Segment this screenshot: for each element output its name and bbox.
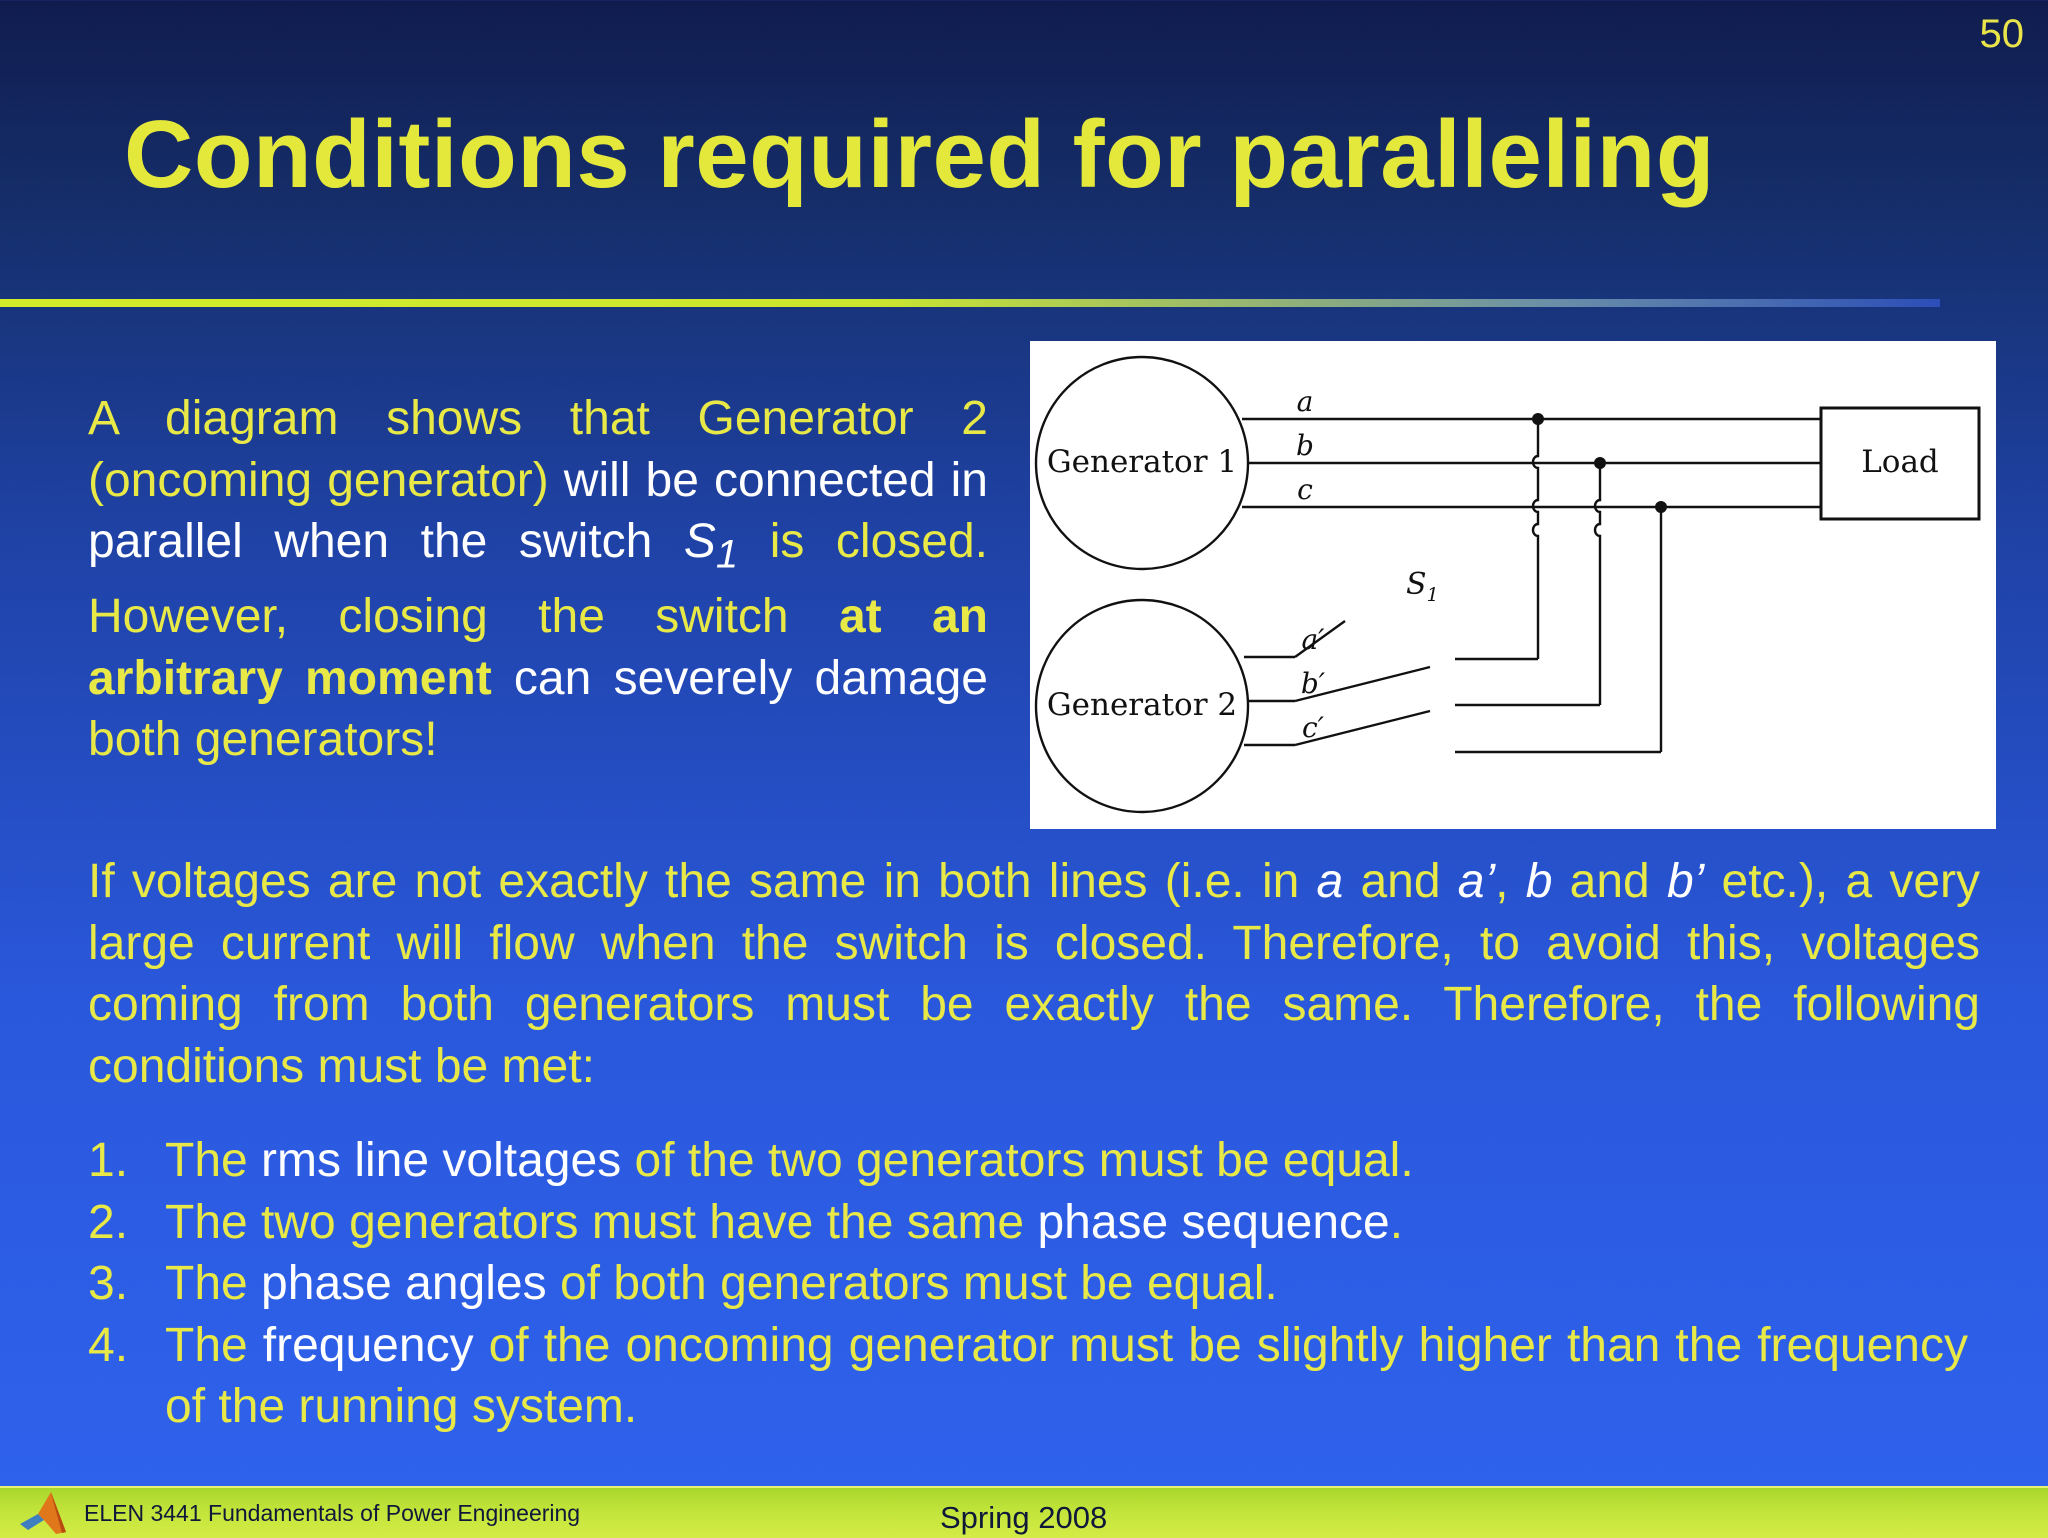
paragraph-text: , (1495, 855, 1526, 908)
intro-text: both generators! (88, 713, 438, 767)
condition-segment: The (165, 1134, 262, 1187)
phase-variable: a’ (1457, 855, 1496, 908)
condition-segment: The (165, 1318, 263, 1372)
line-label-a: a (1296, 385, 1314, 418)
condition-segment: The (165, 1257, 262, 1310)
junction-dot-b (1594, 457, 1606, 469)
condition-segment: of the oncoming generator must be slightly higher than the frequency of the running system. (165, 1318, 1968, 1433)
slide-title: Conditions required for paralleling (124, 101, 1715, 208)
intro-text: A diagram shows that Generator 2 (oncoming generator) (88, 392, 988, 507)
conditions-list (88, 1130, 1968, 1438)
condition-segment: of the two generators must be equal. (621, 1134, 1414, 1187)
condition-key-term: frequency (262, 1318, 474, 1372)
oncoming-line-label-b: b′ (1300, 667, 1326, 700)
condition-segment: The two generators must have the same (165, 1195, 1038, 1249)
switch-label-subscript: 1 (1426, 584, 1439, 606)
intro-text: is closed. However, closing the switch (88, 515, 989, 644)
intro-paragraph (88, 388, 988, 771)
condition-text (165, 1253, 1968, 1315)
generator-2-label: Generator 2 (1046, 687, 1238, 723)
oncoming-line-label-a: a′ (1301, 623, 1325, 656)
condition-item (88, 1315, 1968, 1438)
condition-text (165, 1130, 1968, 1192)
matlab-logo-icon (18, 1490, 70, 1536)
generator-1-label: Generator 1 (1046, 444, 1238, 480)
paragraph-text: If voltages are not exactly the same in both lines (i.e. in (88, 855, 1317, 908)
title-underline (0, 299, 1940, 307)
switch-symbol-subscript: 1 (715, 532, 739, 577)
line-label-c: c (1297, 473, 1313, 506)
line-label-b: b (1296, 429, 1314, 462)
paragraph-text: etc.), a very large current will flow when the switch is closed. Therefore, to avoid this, voltages coming from both generators must be exactly the same. Therefore, the following conditions must be met: (88, 855, 1981, 1093)
condition-number: 3. (88, 1257, 129, 1310)
junction-dot-a (1532, 413, 1544, 425)
condition-segment: . (1389, 1195, 1404, 1249)
intro-text: will be connected in parallel when the switch (88, 453, 988, 568)
junction-dot-c (1655, 501, 1667, 513)
page-number: 50 (1979, 12, 2024, 56)
condition-text (165, 1315, 1968, 1438)
switch-label-text: S (1406, 567, 1427, 602)
condition-number: 1. (88, 1134, 129, 1187)
footer-bar (0, 1486, 2048, 1538)
intro-emphasis: at an arbitrary moment (88, 590, 989, 705)
phase-variable: a (1316, 855, 1344, 908)
oncoming-line-label-c: c′ (1301, 711, 1325, 744)
paralleling-diagram (1030, 341, 1996, 829)
condition-segment: of both generators must be equal. (546, 1257, 1278, 1310)
diagram-svg (1030, 341, 1996, 829)
footer-course: ELEN 3441 Fundamentals of Power Engineering (84, 1500, 581, 1526)
intro-text: can severely damage (491, 651, 988, 705)
condition-item (88, 1192, 1968, 1254)
condition-key-term: phase sequence (1037, 1195, 1390, 1249)
paragraph-text: and (1552, 855, 1667, 908)
condition-item (88, 1130, 1968, 1192)
phase-variable: b’ (1666, 855, 1705, 908)
condition-key-term: rms line voltages (261, 1134, 622, 1187)
condition-item (88, 1253, 1968, 1315)
paragraph-text: and (1343, 855, 1458, 908)
condition-number: 2. (88, 1195, 129, 1249)
footer-term: Spring 2008 (940, 1500, 1108, 1535)
load-label: Load (1861, 444, 1939, 480)
switch-label (1406, 567, 1439, 606)
condition-number: 4. (88, 1318, 129, 1372)
switch-symbol: S (683, 515, 716, 568)
phase-variable: b (1525, 855, 1553, 908)
condition-text (165, 1192, 1968, 1254)
tie-wire-b (1595, 463, 1600, 705)
body-paragraph (88, 851, 1980, 1097)
tie-wire-a (1533, 419, 1538, 659)
condition-key-term: phase angles (261, 1257, 547, 1310)
